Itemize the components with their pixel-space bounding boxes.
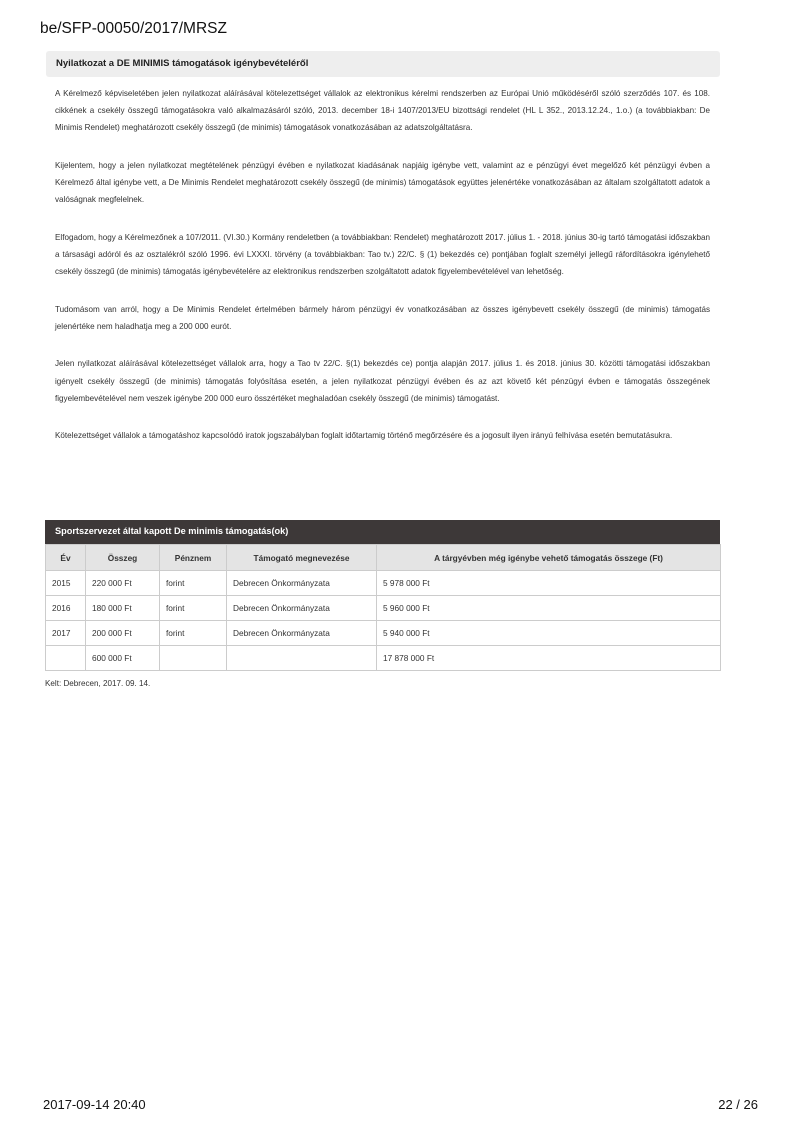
- cell-amount: 180 000 Ft: [86, 596, 160, 621]
- cell-grantor: Debrecen Önkormányzata: [227, 571, 377, 596]
- cell-currency: forint: [160, 621, 227, 646]
- table-total-row: [46, 646, 721, 671]
- cell-amount: 200 000 Ft: [86, 621, 160, 646]
- de-minimis-table: [45, 520, 720, 671]
- column-header-amount: Összeg: [86, 545, 160, 571]
- cell-remaining: 5 940 000 Ft: [377, 621, 721, 646]
- section-title: Nyilatkozat a DE MINIMIS támogatások igénybevételéről: [46, 51, 720, 77]
- column-header-grantor: Támogató megnevezése: [227, 545, 377, 571]
- table-header-row: [46, 545, 721, 571]
- column-header-currency: Pénznem: [160, 545, 227, 571]
- paragraph: Tudomásom van arról, hogy a De Minimis Rendelet értelmében bármely három pénzügyi év vonatkozásában az összes igénybevett csekély összegű (de minimis) támogatás jelenértéke nem haladhatja meg a 200 000 eurót.: [55, 304, 710, 331]
- column-header-year: Év: [46, 545, 86, 571]
- page-number: 22 / 26: [718, 1097, 758, 1112]
- paragraph: Kijelentem, hogy a jelen nyilatkozat megtételének pénzügyi évében e nyilatkozat kiadásának napjáig igénybe vett, valamint az e pénzügyi évet megelőző két pénzügyi évben a Kérelmező által igénybe vett, a De Minimis Rendelet meghatározott csekély összegű (de minimis) támogatások együttes jelenértéke vonatkozásában az általam szolgáltatott adatok a valóságnak megfelelnek.: [55, 160, 710, 205]
- cell-year: 2017: [46, 621, 86, 646]
- table-row: [46, 596, 721, 621]
- cell-amount-total: 600 000 Ft: [86, 646, 160, 671]
- cell-grantor: Debrecen Önkormányzata: [227, 596, 377, 621]
- column-header-remaining: A tárgyévben még igénybe vehető támogatás összege (Ft): [377, 545, 721, 571]
- cell-remaining: 5 978 000 Ft: [377, 571, 721, 596]
- paragraph: Kötelezettséget vállalok a támogatáshoz kapcsolódó iratok jogszabályban foglalt időtartamig történő megőrzésére és a jogosult ilyen irányú felhívása esetén bemutatásukra.: [55, 431, 673, 441]
- cell-currency: [160, 646, 227, 671]
- document-id: be/SFP-00050/2017/MRSZ: [40, 20, 227, 37]
- paragraph: Elfogadom, hogy a Kérelmezőnek a 107/2011. (VI.30.) Kormány rendeletben (a továbbiakban: Rendelet) meghatározott 2017. július 1. - 2018. június 30-ig tartó támogatási időszakban a társasági adóról és az osztalékról szóló 1996. évi LXXXI. törvény (a továbbiakban: Tao tv.) 22/C. § (1) bekezdés ce) pontjában foglalt személyi jellegű ráfordításokra igénylehető csekély összegű (de minimis) támogatás igénybevételére az elektronikus rendszerben szolgáltatott adatok figyelembevételével van lehetőség.: [55, 232, 710, 277]
- paragraph: A Kérelmező képviseletében jelen nyilatkozat aláírásával kötelezettséget vállalok az elektronikus kérelmi rendszerben az Európai Unió működéséről szóló szerződés 107. és 108. cikkének a csekély összegű támogatásokra való alkalmazásáról szóló, 2013. december 18-i 1407/2013/EU bizottsági rendelet (HL L 352., 2013.12.24., 1.o.) (a továbbiakban: De Minimis Rendelet) meghatározott csekély összegű (de minimis) támogatások vonatkozásában az adatszolgáltatásra.: [55, 89, 710, 133]
- cell-grantor: Debrecen Önkormányzata: [227, 621, 377, 646]
- cell-year: [46, 646, 86, 671]
- print-timestamp: 2017-09-14 20:40: [43, 1097, 146, 1112]
- table-row: [46, 621, 721, 646]
- signing-place-date: Kelt: Debrecen, 2017. 09. 14.: [45, 679, 151, 688]
- cell-amount: 220 000 Ft: [86, 571, 160, 596]
- table-title: Sportszervezet által kapott De minimis támogatás(ok): [45, 520, 720, 544]
- cell-currency: forint: [160, 571, 227, 596]
- cell-remaining-total: 17 878 000 Ft: [377, 646, 721, 671]
- declaration-text: [55, 85, 710, 465]
- cell-grantor: [227, 646, 377, 671]
- table-row: [46, 571, 721, 596]
- cell-currency: forint: [160, 596, 227, 621]
- cell-year: 2016: [46, 596, 86, 621]
- cell-remaining: 5 960 000 Ft: [377, 596, 721, 621]
- cell-year: 2015: [46, 571, 86, 596]
- support-table: [45, 544, 721, 671]
- paragraph: Jelen nyilatkozat aláírásával kötelezettséget vállalok arra, hogy a Tao tv 22/C. §(1) bekezdés ce) pontja alapján 2017. július 1. és 2018. június 30. közötti támogatási időszakban igényelt csekély összegű (de minimis) támogatás folyósítása esetén, a jelen nyilatkozat pénzügyi évében és az azt követő két pénzügyi évben e támogatás összegének figyelembevételével nem veszek igénybe 200 000 euro összértéket meghaladóan csekély összegű (de minimis) támogatást.: [55, 359, 710, 403]
